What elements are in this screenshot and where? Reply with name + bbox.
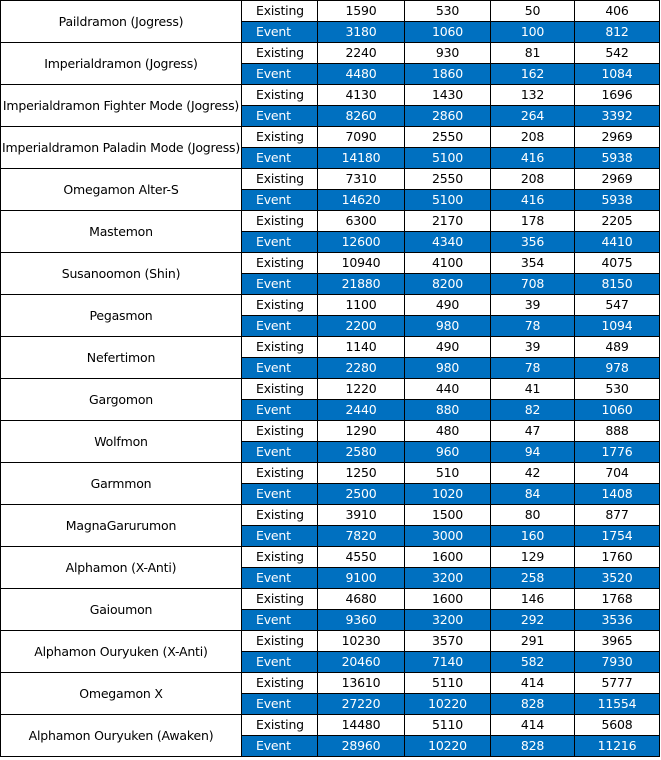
stat-cell: 1290 [318,421,405,442]
stat-cell: 10230 [318,631,405,652]
table-row-existing [1,463,660,484]
stat-cell: 2200 [318,316,405,337]
table-row-existing [1,589,660,610]
stat-cell: 39 [491,295,575,316]
stat-cell: 42 [491,463,575,484]
row-type-label: Event [242,148,318,169]
stat-cell: 4340 [405,232,491,253]
row-type-label: Existing [242,295,318,316]
stat-cell: 3392 [575,106,660,127]
digimon-name: Alphamon Ouryuken (Awaken) [1,715,242,757]
stat-cell: 20460 [318,652,405,673]
stat-cell: 1600 [405,589,491,610]
stat-cell: 5110 [405,673,491,694]
stat-cell: 2205 [575,211,660,232]
table-row-existing [1,1,660,22]
row-type-label: Existing [242,673,318,694]
table-row-existing [1,127,660,148]
stat-cell: 129 [491,547,575,568]
stat-cell: 1060 [575,400,660,421]
stat-cell: 980 [405,358,491,379]
stat-cell: 530 [575,379,660,400]
stat-cell: 7930 [575,652,660,673]
stat-cell: 3570 [405,631,491,652]
table-row-existing [1,85,660,106]
stat-cell: 1696 [575,85,660,106]
stat-cell: 542 [575,43,660,64]
stat-cell: 14480 [318,715,405,736]
stat-cell: 2550 [405,127,491,148]
digimon-name: Imperialdramon Fighter Mode (Jogress) [1,85,242,127]
table-row-existing [1,337,660,358]
row-type-label: Event [242,652,318,673]
digimon-name: Omegamon X [1,673,242,715]
stat-cell: 980 [405,316,491,337]
row-type-label: Event [242,232,318,253]
stats-table-body [1,1,660,757]
stat-cell: 9100 [318,568,405,589]
row-type-label: Existing [242,253,318,274]
stat-cell: 7820 [318,526,405,547]
stat-cell: 356 [491,232,575,253]
stat-cell: 3965 [575,631,660,652]
stat-cell: 178 [491,211,575,232]
stat-cell: 7090 [318,127,405,148]
row-type-label: Existing [242,127,318,148]
stat-cell: 82 [491,400,575,421]
row-type-label: Existing [242,421,318,442]
stat-cell: 291 [491,631,575,652]
row-type-label: Event [242,736,318,757]
digimon-name: Pegasmon [1,295,242,337]
stat-cell: 3000 [405,526,491,547]
row-type-label: Existing [242,505,318,526]
row-type-label: Existing [242,211,318,232]
stat-cell: 1430 [405,85,491,106]
row-type-label: Event [242,694,318,715]
row-type-label: Event [242,106,318,127]
stat-cell: 416 [491,190,575,211]
stat-cell: 14180 [318,148,405,169]
stat-cell: 1500 [405,505,491,526]
table-row-existing [1,505,660,526]
row-type-label: Event [242,526,318,547]
stat-cell: 2500 [318,484,405,505]
stat-cell: 828 [491,694,575,715]
digimon-name: Paildramon (Jogress) [1,1,242,43]
stat-cell: 10940 [318,253,405,274]
row-type-label: Event [242,568,318,589]
stat-cell: 1408 [575,484,660,505]
stat-cell: 1020 [405,484,491,505]
table-row-existing [1,253,660,274]
row-type-label: Existing [242,547,318,568]
stat-cell: 5777 [575,673,660,694]
stat-cell: 6300 [318,211,405,232]
row-type-label: Existing [242,631,318,652]
row-type-label: Event [242,316,318,337]
stat-cell: 2280 [318,358,405,379]
stat-cell: 5938 [575,190,660,211]
stat-cell: 3200 [405,568,491,589]
row-type-label: Event [242,484,318,505]
digimon-name: Gargomon [1,379,242,421]
row-type-label: Event [242,442,318,463]
row-type-label: Existing [242,463,318,484]
digimon-name: Gaioumon [1,589,242,631]
stat-cell: 704 [575,463,660,484]
stat-cell: 4480 [318,64,405,85]
digimon-name: MagnaGarurumon [1,505,242,547]
stat-cell: 7140 [405,652,491,673]
stat-cell: 50 [491,1,575,22]
stat-cell: 208 [491,169,575,190]
stat-cell: 7310 [318,169,405,190]
table-row-existing [1,715,660,736]
row-type-label: Existing [242,715,318,736]
row-type-label: Event [242,274,318,295]
stat-cell: 1100 [318,295,405,316]
row-type-label: Existing [242,1,318,22]
stat-cell: 5100 [405,148,491,169]
stat-cell: 4075 [575,253,660,274]
stat-cell: 1760 [575,547,660,568]
stat-cell: 160 [491,526,575,547]
stat-cell: 100 [491,22,575,43]
stat-cell: 4100 [405,253,491,274]
stat-cell: 582 [491,652,575,673]
stat-cell: 3520 [575,568,660,589]
stat-cell: 1220 [318,379,405,400]
stat-cell: 3910 [318,505,405,526]
stat-cell: 27220 [318,694,405,715]
stat-cell: 489 [575,337,660,358]
stat-cell: 41 [491,379,575,400]
stat-cell: 1140 [318,337,405,358]
stat-cell: 2580 [318,442,405,463]
stat-cell: 510 [405,463,491,484]
digimon-name: Alphamon (X-Anti) [1,547,242,589]
stat-cell: 11216 [575,736,660,757]
row-type-label: Event [242,610,318,631]
row-type-label: Existing [242,43,318,64]
stat-cell: 2969 [575,127,660,148]
digimon-name: Alphamon Ouryuken (X-Anti) [1,631,242,673]
stat-cell: 440 [405,379,491,400]
stat-cell: 4130 [318,85,405,106]
stat-cell: 47 [491,421,575,442]
stat-cell: 39 [491,337,575,358]
stat-cell: 28960 [318,736,405,757]
row-type-label: Existing [242,379,318,400]
stat-cell: 888 [575,421,660,442]
digimon-name: Wolfmon [1,421,242,463]
digimon-name: Imperialdramon Paladin Mode (Jogress) [1,127,242,169]
table-row-existing [1,631,660,652]
stat-cell: 10220 [405,736,491,757]
stat-cell: 480 [405,421,491,442]
stat-cell: 146 [491,589,575,610]
table-row-existing [1,295,660,316]
stat-cell: 406 [575,1,660,22]
stat-cell: 14620 [318,190,405,211]
stat-cell: 84 [491,484,575,505]
stat-cell: 80 [491,505,575,526]
table-row-existing [1,421,660,442]
stat-cell: 978 [575,358,660,379]
stat-cell: 1754 [575,526,660,547]
stat-cell: 21880 [318,274,405,295]
stat-cell: 78 [491,316,575,337]
stat-cell: 2440 [318,400,405,421]
stat-cell: 1860 [405,64,491,85]
stat-cell: 3200 [405,610,491,631]
stat-cell: 1600 [405,547,491,568]
stat-cell: 8200 [405,274,491,295]
stat-cell: 258 [491,568,575,589]
stat-cell: 2170 [405,211,491,232]
stat-cell: 960 [405,442,491,463]
stat-cell: 416 [491,148,575,169]
stat-cell: 8150 [575,274,660,295]
stat-cell: 1590 [318,1,405,22]
stat-cell: 9360 [318,610,405,631]
stat-cell: 5110 [405,715,491,736]
table-row-existing [1,673,660,694]
stat-cell: 828 [491,736,575,757]
stat-cell: 5100 [405,190,491,211]
row-type-label: Existing [242,85,318,106]
stat-cell: 2969 [575,169,660,190]
digimon-name: Nefertimon [1,337,242,379]
stat-cell: 4680 [318,589,405,610]
row-type-label: Existing [242,169,318,190]
digimon-name: Omegamon Alter-S [1,169,242,211]
stat-cell: 11554 [575,694,660,715]
stat-cell: 414 [491,673,575,694]
stat-cell: 490 [405,337,491,358]
table-row-existing [1,547,660,568]
stat-cell: 292 [491,610,575,631]
stat-cell: 13610 [318,673,405,694]
row-type-label: Existing [242,337,318,358]
row-type-label: Event [242,400,318,421]
stat-cell: 414 [491,715,575,736]
row-type-label: Event [242,64,318,85]
row-type-label: Event [242,22,318,43]
stat-cell: 1094 [575,316,660,337]
row-type-label: Event [242,190,318,211]
stat-cell: 132 [491,85,575,106]
stat-cell: 2240 [318,43,405,64]
digimon-name: Susanoomon (Shin) [1,253,242,295]
stat-cell: 4410 [575,232,660,253]
stat-cell: 12600 [318,232,405,253]
stat-cell: 547 [575,295,660,316]
digimon-name: Imperialdramon (Jogress) [1,43,242,85]
stat-cell: 1768 [575,589,660,610]
stat-cell: 5938 [575,148,660,169]
stat-cell: 94 [491,442,575,463]
stat-cell: 1084 [575,64,660,85]
stat-cell: 490 [405,295,491,316]
stat-cell: 5608 [575,715,660,736]
stat-cell: 10220 [405,694,491,715]
stat-cell: 1060 [405,22,491,43]
stat-cell: 1250 [318,463,405,484]
stat-cell: 3536 [575,610,660,631]
digimon-name: Mastemon [1,211,242,253]
stat-cell: 3180 [318,22,405,43]
stat-cell: 4550 [318,547,405,568]
digimon-name: Garmmon [1,463,242,505]
stat-cell: 1776 [575,442,660,463]
stat-cell: 2860 [405,106,491,127]
stat-cell: 708 [491,274,575,295]
table-row-existing [1,211,660,232]
row-type-label: Existing [242,589,318,610]
stat-cell: 812 [575,22,660,43]
stat-cell: 2550 [405,169,491,190]
table-row-existing [1,43,660,64]
stat-cell: 81 [491,43,575,64]
table-row-existing [1,169,660,190]
stat-cell: 877 [575,505,660,526]
stat-cell: 880 [405,400,491,421]
table-row-existing [1,379,660,400]
row-type-label: Event [242,358,318,379]
stat-cell: 530 [405,1,491,22]
stat-cell: 208 [491,127,575,148]
stat-cell: 78 [491,358,575,379]
stat-cell: 930 [405,43,491,64]
stat-cell: 162 [491,64,575,85]
stat-cell: 8260 [318,106,405,127]
stat-cell: 354 [491,253,575,274]
stat-cell: 264 [491,106,575,127]
